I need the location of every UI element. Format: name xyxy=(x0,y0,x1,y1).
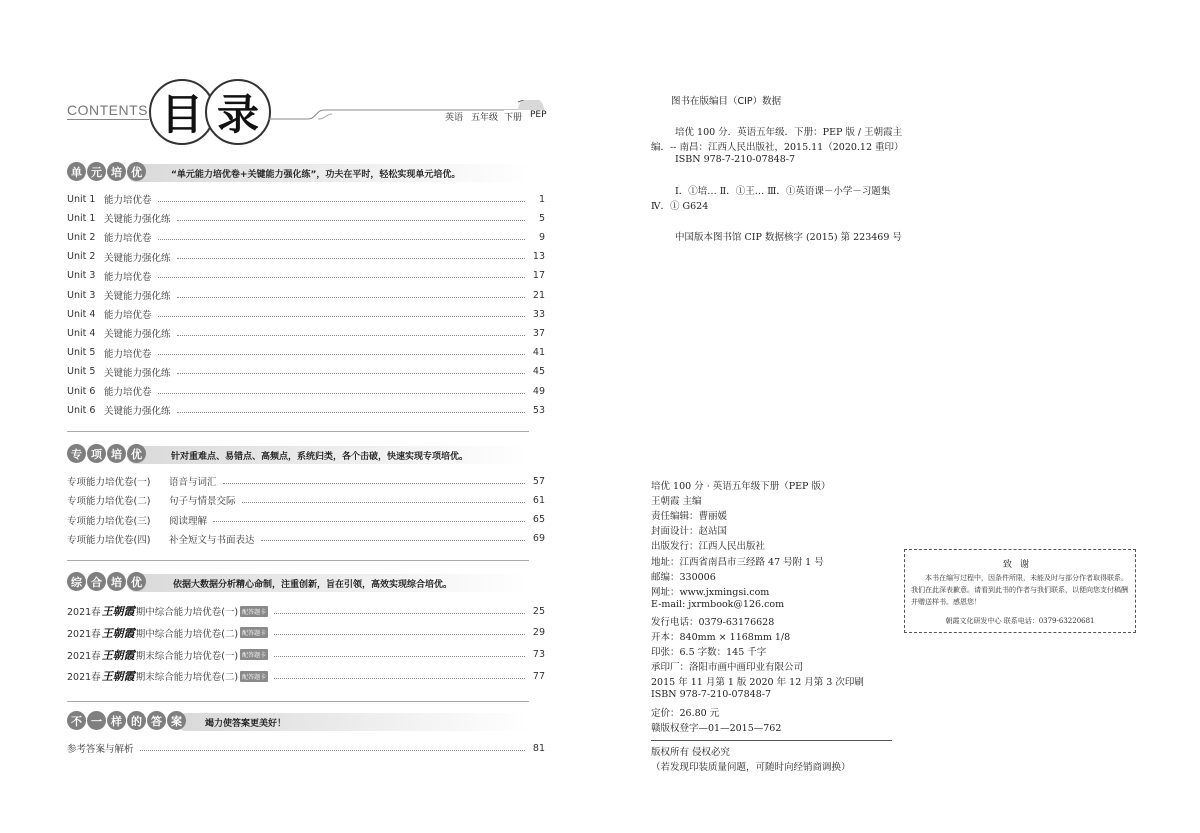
section-divider xyxy=(67,560,529,561)
toc-unit-name: Unit 4 xyxy=(67,327,96,339)
toc-item-label: 能力培优卷 xyxy=(104,195,152,206)
section-divider xyxy=(67,431,529,432)
toc-leader-dots xyxy=(158,201,525,202)
imprint-line: E-mail: jxrmbook@126.com xyxy=(651,598,785,610)
toc-page-number: 45 xyxy=(532,366,545,378)
header-volume: 下册 xyxy=(504,113,523,123)
toc-page-number: 81 xyxy=(532,742,545,754)
toc-row[interactable] xyxy=(67,211,545,225)
toc-row[interactable] xyxy=(67,474,545,488)
toc-leader-dots xyxy=(274,656,525,657)
toc-item-year: 2021春 xyxy=(67,607,101,618)
imprint-line: 承印厂：洛阳市画中画印业有限公司 xyxy=(651,662,804,674)
toc-row[interactable] xyxy=(67,384,545,398)
toc-page-number: 73 xyxy=(532,649,545,661)
banner-title-char: 单 xyxy=(67,162,86,181)
toc-item-label: 阅读理解 xyxy=(169,515,208,527)
toc-page-number: 53 xyxy=(532,404,545,416)
toc-page-number: 29 xyxy=(532,627,545,639)
toc-leader-dots xyxy=(274,613,525,614)
toc-leader-dots xyxy=(158,277,525,278)
brand-logo: 王朝霞 xyxy=(101,626,135,640)
banner-title-char: 培 xyxy=(107,162,126,181)
toc-item-name: 专项能力培优卷(二) xyxy=(67,496,151,508)
toc-item-label: 能力培优卷 xyxy=(104,271,152,283)
banner-title-char: 培 xyxy=(107,572,126,591)
toc-row[interactable] xyxy=(67,307,545,321)
toc-item-year: 2021春 xyxy=(67,628,101,640)
toc-item-label: 关键能力强化练 xyxy=(104,367,171,379)
header-edition: PEP xyxy=(530,110,547,120)
banner-special xyxy=(67,444,529,466)
banner-comprehensive-description: 依据大数据分析精心命制，注重创新，旨在引领，高效实现综合培优。 xyxy=(173,580,453,590)
toc-page-number: 37 xyxy=(532,327,545,339)
banner-title-char: 综 xyxy=(67,572,86,591)
banner-title-char: 合 xyxy=(87,572,106,591)
toc-page-number: 17 xyxy=(532,270,545,282)
toc-row[interactable] xyxy=(67,648,545,662)
imprint-line: 王朝霞 主编 xyxy=(651,496,702,508)
toc-row[interactable] xyxy=(67,288,545,302)
toc-unit-name: Unit 1 xyxy=(67,212,96,224)
banner-title-char: 案 xyxy=(167,711,186,730)
toc-page-number: 25 xyxy=(532,605,545,617)
banner-title-char: 元 xyxy=(87,162,106,181)
cip-line: 中国版本图书馆 CIP 数据核字 (2015) 第 223469 号 xyxy=(675,232,902,243)
imprint-line: 地址：江西省南昌市三经路 47 号附 1 号 xyxy=(651,556,824,568)
toc-page-number: 21 xyxy=(532,289,545,301)
toc-leader-dots xyxy=(242,502,525,503)
banner-title-char: 一 xyxy=(87,711,106,730)
imprint-line: 封面设计：赵站国 xyxy=(651,526,728,538)
banner-title-char: 答 xyxy=(147,711,166,730)
toc-leader-dots xyxy=(261,540,525,541)
toc-item-name: 专项能力培优卷(一) xyxy=(67,477,151,488)
cip-line: Ⅰ．①培… Ⅱ．①王… Ⅲ．①英语课－小学－习题集 xyxy=(675,186,891,197)
banner-title-char: 优 xyxy=(127,162,146,181)
toc-leader-dots xyxy=(177,412,525,413)
imprint-line: 开本：840mm × 1168mm 1/8 xyxy=(651,632,791,643)
header-grade: 五年级 xyxy=(471,113,499,123)
toc-item-label: 关键能力强化练 xyxy=(104,252,171,264)
toc-row[interactable] xyxy=(67,365,545,379)
imprint-line: 责任编辑：曹丽媛 xyxy=(651,511,728,523)
toc-page-number: 77 xyxy=(532,670,545,682)
toc-leader-dots xyxy=(158,316,525,317)
banner-answers-description: 竭力使答案更美好！ xyxy=(205,719,287,729)
toc-item-label: 语音与词汇 xyxy=(169,477,217,488)
cip-heading: 图书在版编目（CIP）数据 xyxy=(671,96,782,107)
toc-page-number: 33 xyxy=(532,308,545,320)
toc-page-number: 41 xyxy=(532,347,545,359)
toc-item-label: 关键能力强化练 xyxy=(104,214,171,226)
toc-row[interactable] xyxy=(67,669,545,683)
banner-title-char: 样 xyxy=(107,711,126,730)
toc-unit-name: Unit 2 xyxy=(67,231,96,243)
toc-row[interactable] xyxy=(67,741,545,755)
banner-comprehensive-title xyxy=(67,572,147,591)
cip-line: 培优 100 分．英语五年级．下册：PEP 版 / 王朝霞主 xyxy=(675,127,903,138)
banner-title-char: 项 xyxy=(87,444,106,463)
toc-item-label: 期末综合能力培优卷(一) xyxy=(135,650,239,662)
toc-leader-dots xyxy=(274,634,525,635)
toc-item-label: 句子与情景交际 xyxy=(169,496,236,508)
header-subject: 英语 xyxy=(445,113,464,123)
contents-underline xyxy=(67,119,149,120)
thanks-title: 致谢 xyxy=(1002,560,1037,570)
toc-row[interactable] xyxy=(67,532,545,546)
toc-page-number: 69 xyxy=(532,533,545,545)
toc-item-label: 能力培优卷 xyxy=(104,233,152,245)
toc-item-label: 关键能力强化练 xyxy=(104,329,171,341)
toc-row[interactable] xyxy=(67,326,545,340)
title-char-2: 录 xyxy=(205,79,271,145)
toc-leader-dots xyxy=(274,678,525,679)
toc-leader-dots xyxy=(158,239,525,240)
toc-row[interactable] xyxy=(67,403,545,417)
imprint-line: 发行电话：0379-63176628 xyxy=(651,616,775,628)
toc-item-label: 关键能力强化练 xyxy=(104,406,171,418)
banner-comprehensive xyxy=(67,572,529,594)
toc-row[interactable] xyxy=(67,604,545,618)
toc-page-number: 9 xyxy=(538,231,545,243)
toc-unit-name: Unit 3 xyxy=(67,289,96,301)
toc-unit-name: Unit 5 xyxy=(67,347,96,359)
banner-unit-title xyxy=(67,162,147,181)
toc-leader-dots xyxy=(158,393,525,394)
toc-unit-name: Unit 3 xyxy=(67,270,96,282)
section-divider xyxy=(67,701,529,702)
answer-card-badge: 配答题卡 xyxy=(240,649,268,660)
banner-unit xyxy=(67,162,529,184)
toc-item-label: 补全短文与书面表达 xyxy=(169,534,255,546)
toc-row[interactable] xyxy=(67,513,545,527)
thanks-box xyxy=(904,549,1136,633)
answer-card-badge: 配答题卡 xyxy=(240,627,268,638)
imprint-line: 培优 100 分 · 英语五年级下册（PEP 版） xyxy=(651,481,831,492)
cip-line: ISBN 978-7-210-07848-7 xyxy=(675,154,795,165)
toc-item-label: 期中综合能力培优卷(一) xyxy=(135,607,239,618)
toc-item-label: 期末综合能力培优卷(二) xyxy=(135,672,239,684)
toc-page-number: 65 xyxy=(532,514,545,526)
toc-leader-dots xyxy=(177,220,525,221)
toc-leader-dots xyxy=(140,750,525,751)
toc-unit-name: Unit 6 xyxy=(67,404,96,416)
toc-item-name: 专项能力培优卷(三) xyxy=(67,515,151,527)
banner-special-title xyxy=(67,444,147,463)
toc-item-label: 能力培优卷 xyxy=(104,387,152,398)
toc-row[interactable] xyxy=(67,346,545,360)
answer-card-badge: 配答题卡 xyxy=(240,606,268,617)
toc-leader-dots xyxy=(213,521,525,522)
toc-row[interactable] xyxy=(67,269,545,283)
imprint-line: 赣版权登字—01—2015—762 xyxy=(651,722,782,734)
imprint-line: 出版发行：江西人民出版社 xyxy=(651,541,766,553)
brand-logo: 王朝霞 xyxy=(101,670,135,684)
toc-page-number: 57 xyxy=(532,475,545,487)
banner-title-char: 优 xyxy=(127,444,146,463)
imprint-line: 网址：www.jxmingsi.com xyxy=(651,586,770,598)
brand-logo: 王朝霞 xyxy=(101,605,135,618)
toc-leader-dots xyxy=(177,258,525,259)
toc-leader-dots xyxy=(223,483,525,484)
toc-unit-name: Unit 6 xyxy=(67,385,96,397)
toc-row[interactable] xyxy=(67,250,545,264)
imprint-line: 2015 年 11 月第 1 版 2020 年 12 月第 3 次印刷 xyxy=(651,677,864,689)
toc-page-number: 13 xyxy=(532,251,545,263)
answer-card-badge: 配答题卡 xyxy=(240,671,268,682)
toc-item-label: 能力培优卷 xyxy=(104,348,152,360)
toc-unit-name: Unit 2 xyxy=(67,251,96,263)
title-char-1: 目 xyxy=(149,79,215,145)
banner-title-char: 的 xyxy=(127,711,146,730)
toc-leader-dots xyxy=(158,354,525,355)
banner-title-char: 专 xyxy=(67,444,86,463)
toc-item-label: 关键能力强化练 xyxy=(104,291,171,302)
toc-leader-dots xyxy=(177,373,525,374)
banner-title-char: 不 xyxy=(67,711,86,730)
toc-unit-name: Unit 1 xyxy=(67,193,96,205)
toc-row[interactable] xyxy=(67,493,545,507)
toc-page-number: 61 xyxy=(532,494,545,506)
imprint-rights: 版权所有 侵权必究 xyxy=(651,747,731,758)
thanks-text: 本书在编写过程中，因条件所限，未能及时与部分作者取得联系。我们在此深表歉意。请看到此书的作者与我们联系，以便向您支付稿酬并赠送样书。感恩您！ xyxy=(911,574,1128,606)
toc-page-number: 5 xyxy=(538,212,545,224)
toc-page-number: 49 xyxy=(532,385,545,397)
toc-unit-name: Unit 5 xyxy=(67,366,96,378)
toc-item-year: 2021春 xyxy=(67,650,101,662)
banner-answers-title xyxy=(67,711,187,730)
banner-answers xyxy=(67,711,529,733)
toc-item-name: 专项能力培优卷(四) xyxy=(67,534,151,546)
imprint-line: 定价：26.80 元 xyxy=(651,707,720,719)
brand-logo: 王朝霞 xyxy=(101,648,135,662)
toc-page-number: 1 xyxy=(538,193,545,205)
toc-row[interactable] xyxy=(67,192,545,206)
thanks-footer: 朝霞文化研发中心 联系电话：0379-63220681 xyxy=(945,617,1095,625)
toc-item-label: 参考答案与解析 xyxy=(67,744,134,755)
toc-item-label: 能力培优卷 xyxy=(104,310,152,322)
banner-title-char: 优 xyxy=(127,572,146,591)
imprint-divider xyxy=(651,740,892,741)
toc-item-year: 2021春 xyxy=(67,672,101,684)
toc-item-label: 期中综合能力培优卷(二) xyxy=(135,628,239,640)
cip-line: Ⅳ．① G624 xyxy=(651,201,709,212)
imprint-line: 印张：6.5 字数：145 千字 xyxy=(651,647,767,659)
banner-unit-description: “单元能力培优卷+关键能力强化练”，功夫在平时，轻松实现单元培优。 xyxy=(171,170,461,180)
toc-leader-dots xyxy=(177,335,525,336)
imprint-line: 邮编：330006 xyxy=(651,571,716,583)
contents-label: CONTENTS xyxy=(67,102,148,118)
toc-leader-dots xyxy=(177,297,525,298)
imprint-note: （若发现印装质量问题，可随时向经销商调换） xyxy=(651,762,851,773)
toc-row[interactable] xyxy=(67,230,545,244)
imprint-line: ISBN 978-7-210-07848-7 xyxy=(651,689,771,701)
toc-row[interactable] xyxy=(67,626,545,640)
toc-unit-name: Unit 4 xyxy=(67,308,96,320)
banner-title-char: 培 xyxy=(107,444,126,463)
banner-special-description: 针对重难点、易错点、高频点，系统归类，各个击破，快速实现专项培优。 xyxy=(171,452,469,462)
cip-line: 编．-- 南昌：江西人民出版社，2015.11（2020.12 重印） xyxy=(651,142,904,153)
